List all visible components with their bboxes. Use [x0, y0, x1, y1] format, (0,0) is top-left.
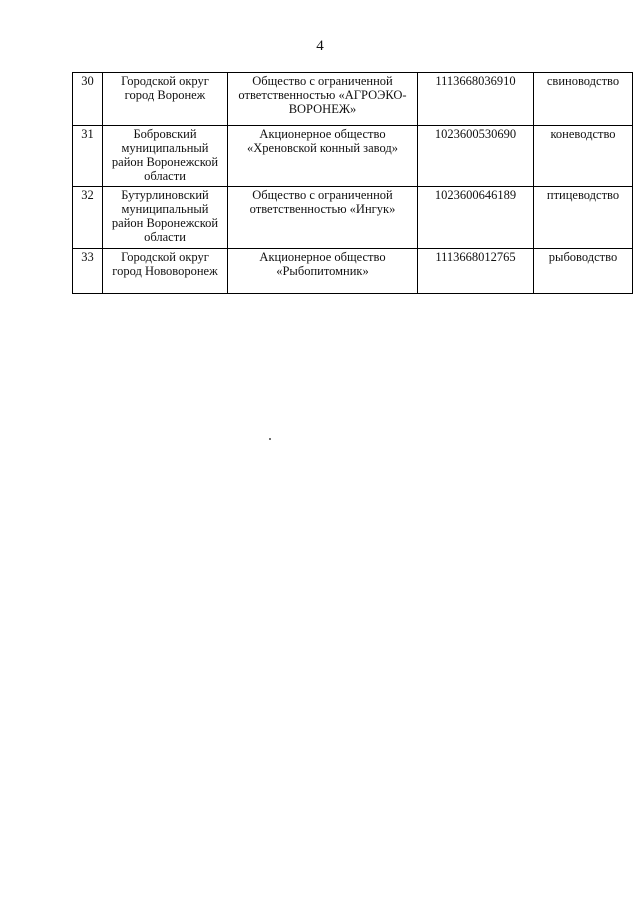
table-row: [73, 187, 633, 249]
table-row: [73, 249, 633, 294]
organization-cell: Общество с ограниченной ответственностью «АГРОЭКО-ВОРОНЕЖ»: [228, 73, 418, 126]
municipality-cell: Бобровский муниципальный район Воронежской области: [103, 126, 228, 187]
ogrn-cell: 1023600646189: [418, 187, 534, 249]
activity-cell: птицеводство: [534, 187, 633, 249]
organization-cell: Общество с ограниченной ответственностью «Ингук»: [228, 187, 418, 249]
table-row: [73, 73, 633, 126]
ogrn-cell: 1113668036910: [418, 73, 534, 126]
registry-table: [72, 72, 633, 294]
activity-cell: свиноводство: [534, 73, 633, 126]
municipality-cell: Городской округ город Воронеж: [103, 73, 228, 126]
ogrn-cell: 1113668012765: [418, 249, 534, 294]
row-number-cell: 30: [73, 73, 103, 126]
ogrn-cell: 1023600530690: [418, 126, 534, 187]
row-number-cell: 32: [73, 187, 103, 249]
activity-cell: коневодство: [534, 126, 633, 187]
organization-cell: Акционерное общество «Хреновской конный завод»: [228, 126, 418, 187]
organization-cell: Акционерное общество «Рыбопитомник»: [228, 249, 418, 294]
activity-cell: рыбоводство: [534, 249, 633, 294]
municipality-cell: Бутурлиновский муниципальный район Воронежской области: [103, 187, 228, 249]
municipality-cell: Городской округ город Нововоронеж: [103, 249, 228, 294]
table-row: [73, 126, 633, 187]
row-number-cell: 31: [73, 126, 103, 187]
row-number-cell: 33: [73, 249, 103, 294]
scan-speck: [269, 438, 271, 440]
page-number: 4: [316, 38, 324, 54]
